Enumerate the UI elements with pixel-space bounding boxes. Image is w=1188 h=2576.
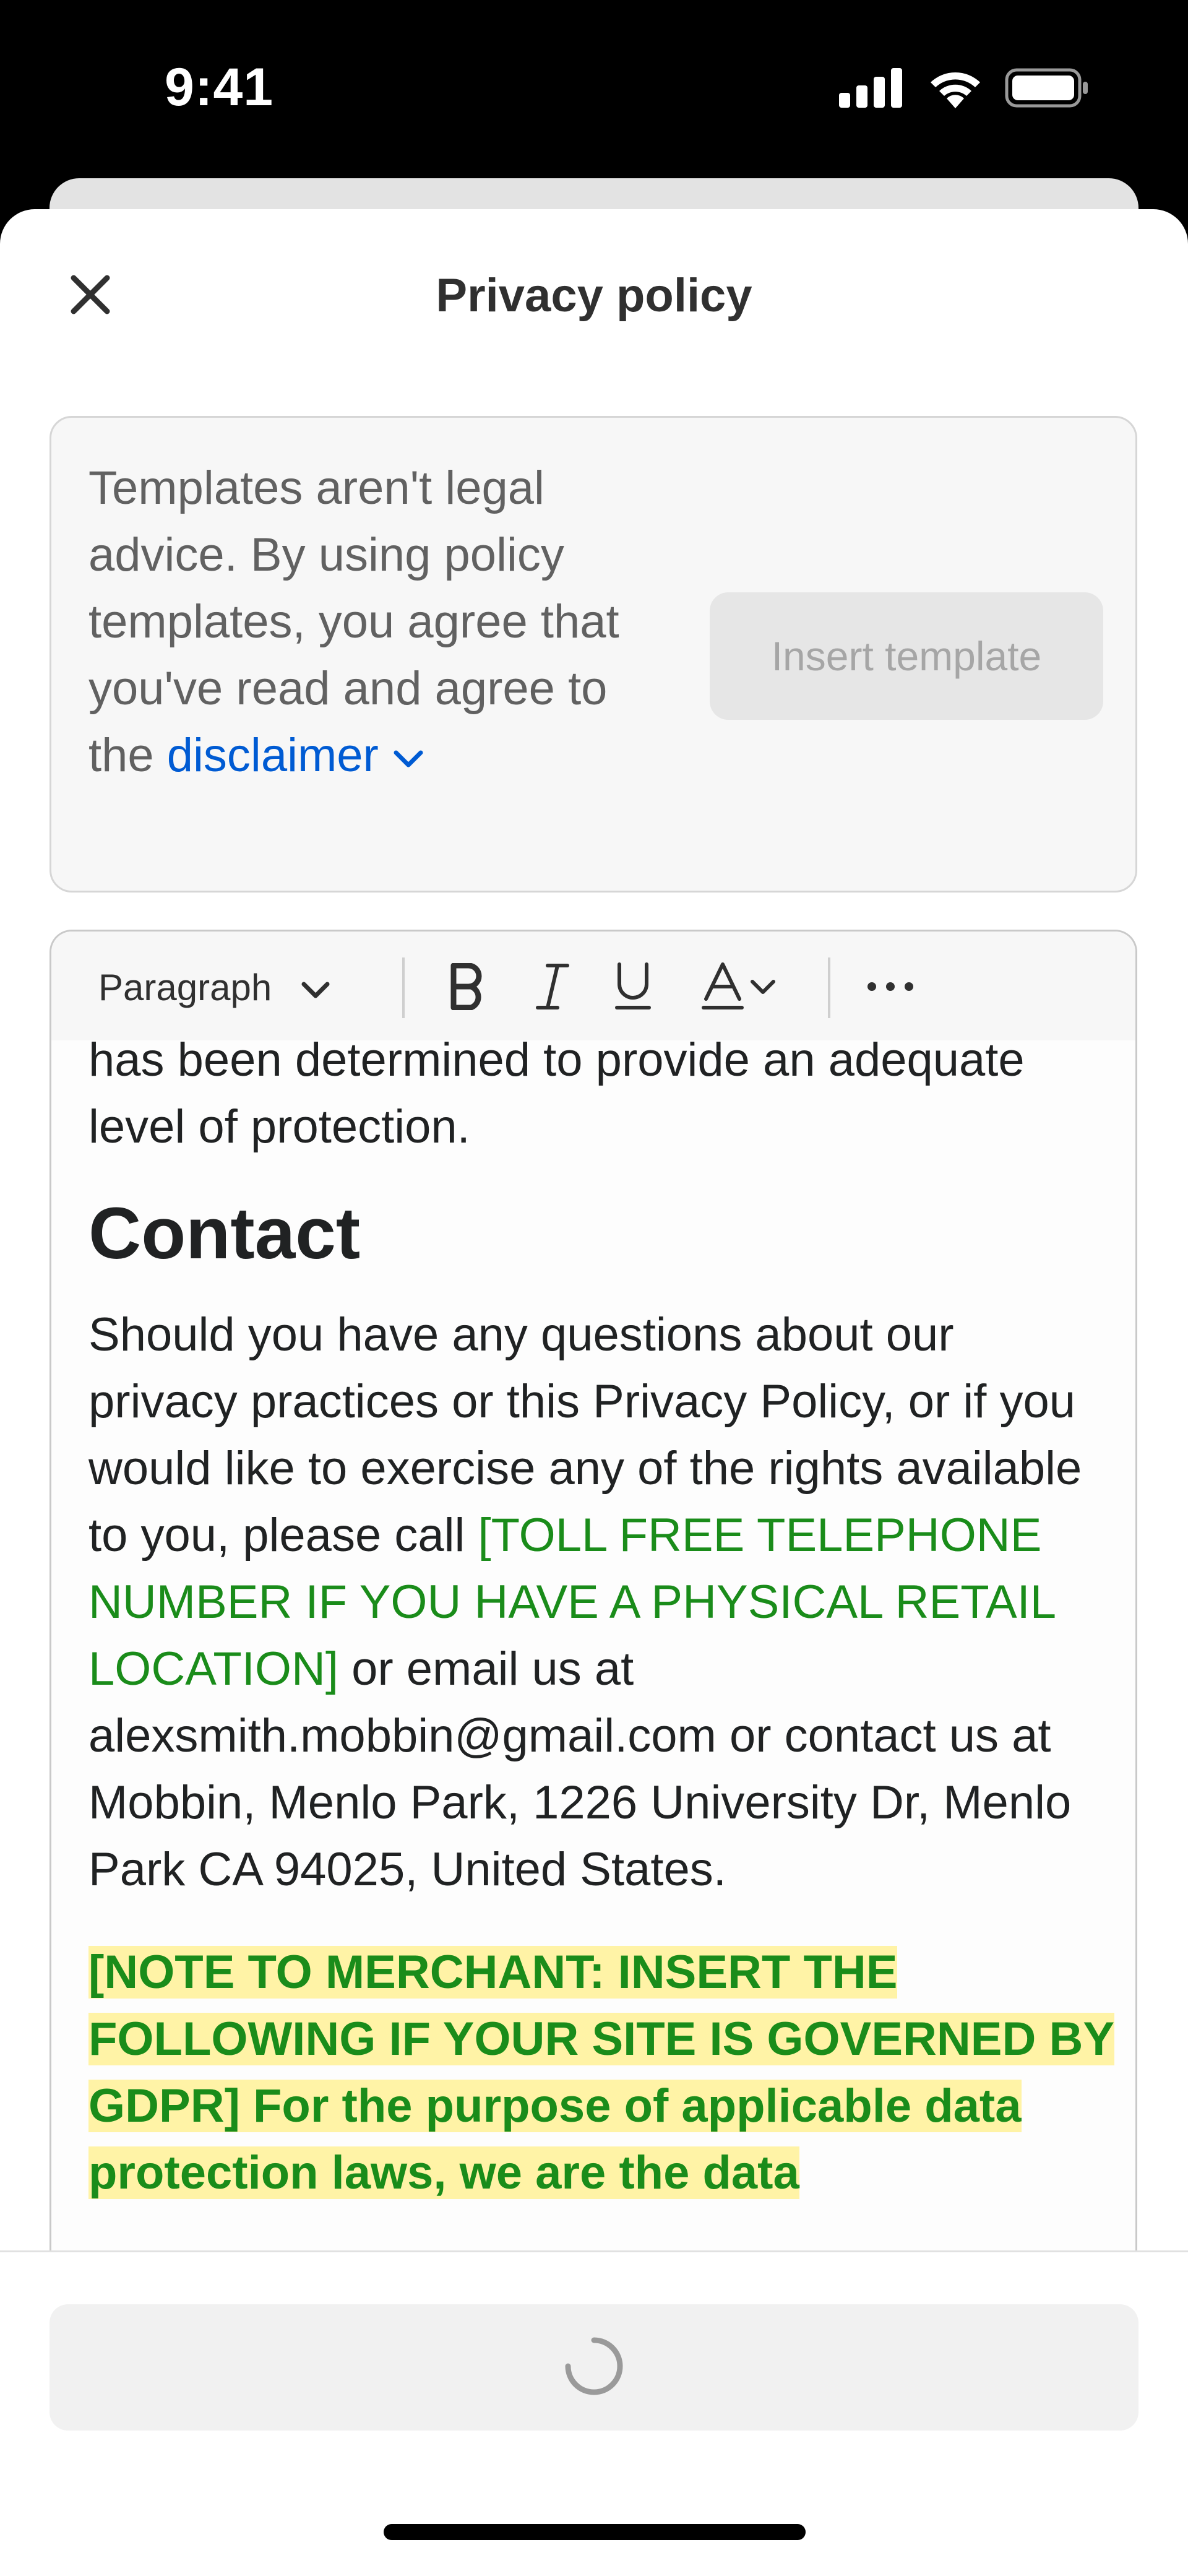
- disclaimer-link-label: disclaimer: [166, 729, 379, 782]
- contact-text-start: Should you have any questions about our privacy practices or this Privacy Policy, or if you would like to exercise any of the rights available to you, please call: [88, 1308, 1082, 1562]
- home-indicator: [384, 2524, 806, 2540]
- chevron-down-icon: [749, 977, 777, 999]
- underline-button[interactable]: [608, 960, 658, 1016]
- status-bar: [0, 0, 1188, 179]
- status-icons: [839, 64, 1089, 114]
- editor-paragraph: [88, 1939, 1116, 2206]
- cellular-signal-icon: [839, 68, 906, 111]
- contact-text-end: or email us at alexsmith.mobbin@gmail.com or contact us at Mobbin, Menlo Park, 1226 University Dr, Menlo Park CA 94025, United States.: [88, 1643, 1072, 1896]
- merchant-note: [NOTE TO MERCHANT: INSERT THE FOLLOWING IF YOUR SITE IS GOVERNED BY GDPR] For the purpose of applicable data protection laws, we are the data: [88, 1946, 1115, 2199]
- italic-icon: [534, 963, 571, 1013]
- wifi-icon: [927, 67, 984, 111]
- disclaimer-banner: [50, 416, 1137, 893]
- editor-paragraph: [88, 1302, 1116, 1903]
- chevron-down-icon: [300, 966, 331, 1009]
- disclaimer-text: Templates aren't legal advice. By using policy templates, you agree that you've read and agree to the: [88, 462, 619, 782]
- toolbar-divider: [402, 957, 405, 1018]
- bold-icon: [449, 963, 486, 1013]
- editor-heading: Contact: [88, 1193, 361, 1274]
- disclaimer-link[interactable]: [167, 722, 426, 789]
- text-color-icon: [701, 962, 744, 1014]
- editor-paragraph: has been determined to provide an adequate level of protection.: [88, 1040, 1025, 1153]
- battery-icon: [1005, 68, 1089, 111]
- status-time: 9:41: [165, 58, 274, 117]
- chevron-down-icon: [391, 722, 426, 789]
- underline-icon: [613, 962, 653, 1014]
- toolbar-divider: [828, 957, 830, 1018]
- disclaimer-text-block: [88, 455, 645, 789]
- block-format-label: Paragraph: [98, 966, 272, 1008]
- spinner-icon: [563, 2335, 625, 2400]
- save-button[interactable]: [50, 2304, 1138, 2431]
- insert-template-button[interactable]: Insert template: [710, 592, 1103, 720]
- editor-content: [88, 1040, 1116, 2206]
- more-icon: [866, 980, 915, 996]
- placeholder-text: [TOLL FREE TELEPHONE NUMBER IF YOU HAVE A PHYSICAL RETAIL LOCATION]: [88, 1509, 1055, 1695]
- bold-button[interactable]: [442, 960, 492, 1016]
- privacy-policy-sheet: [0, 209, 1188, 2576]
- block-format-select[interactable]: [98, 962, 331, 1012]
- rich-text-editor[interactable]: [50, 930, 1137, 2477]
- footer: [0, 2252, 1188, 2576]
- text-color-button[interactable]: [692, 960, 785, 1016]
- italic-button[interactable]: [528, 960, 577, 1016]
- more-options-button[interactable]: [859, 960, 921, 1016]
- page-title: Privacy policy: [436, 269, 752, 322]
- editor-toolbar: [51, 931, 1135, 1040]
